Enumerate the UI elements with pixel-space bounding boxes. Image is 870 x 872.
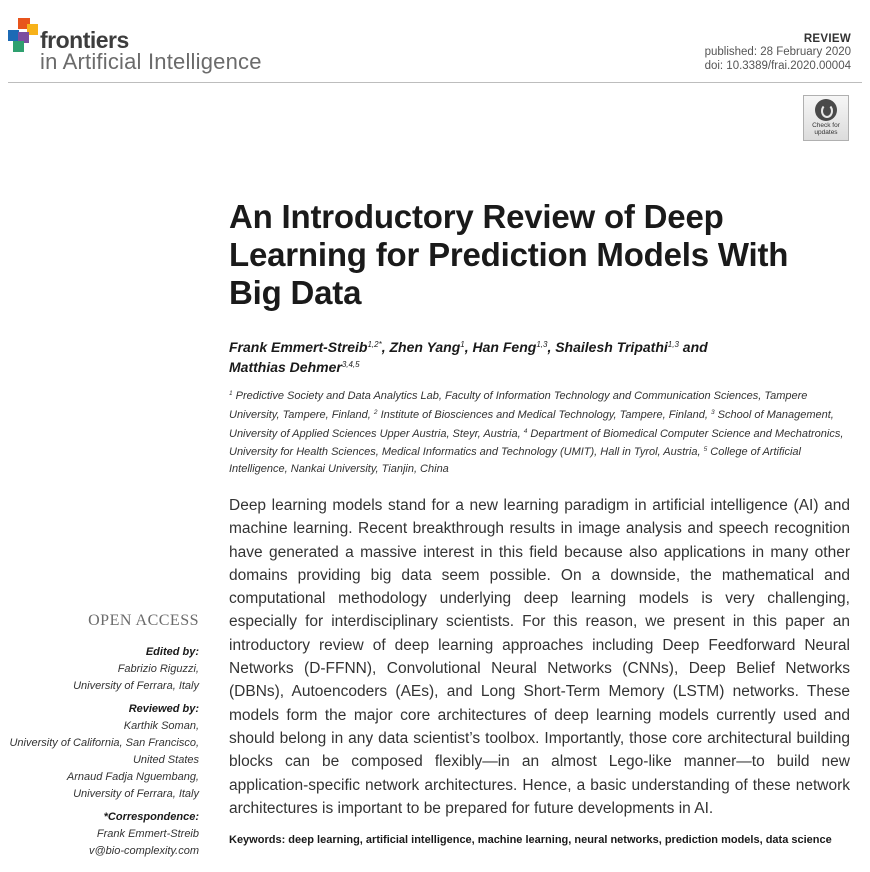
reviewer1-name: Karthik Soman, <box>123 720 199 732</box>
article-type: REVIEW <box>803 33 851 45</box>
affiliation-number: 3 <box>710 408 715 416</box>
logo-square-green <box>13 41 24 52</box>
correspondence-label: *Correspondence: <box>103 811 199 823</box>
affiliation-text: Department of Biomedical Computer Science and Mechatronics, University for Health Sciences, Medical Informatics and Technology (UMIT), Hall in Tyrol, Austria, <box>229 427 844 459</box>
author-affiliation-sup: 3,4,5 <box>341 360 360 369</box>
affiliation-number: 1 <box>229 390 233 397</box>
reviewed-by-label: Reviewed by: <box>128 703 199 715</box>
affiliation-text: Predictive Society and Data Analytics Lab, Faculty of Information Technology and Communication Sciences, Tampere University, Tampere, Finland, <box>229 390 808 421</box>
affiliation-number: 5 <box>703 446 708 454</box>
reviewer2-affiliation: University of Ferrara, Italy <box>73 788 199 800</box>
affiliation-text: School of Management, University of Applied Sciences Upper Austria, Steyr, Austria, <box>229 408 834 440</box>
check-for-updates-button[interactable] <box>803 95 849 141</box>
brand-name: frontiers <box>40 27 129 53</box>
affiliations <box>229 386 850 478</box>
author-separator: , <box>381 339 390 355</box>
sidebar <box>0 612 199 860</box>
author-separator: and <box>678 339 708 355</box>
author-list <box>229 336 849 376</box>
author-separator: , <box>464 339 473 355</box>
open-access-label: OPEN ACCESS <box>88 612 199 629</box>
author-name[interactable]: Shailesh Tripathi <box>555 339 668 355</box>
editor-name: Fabrizio Riguzzi, <box>117 663 199 675</box>
affiliation-text: College of Artificial Intelligence, Nankai University, Tianjin, China <box>229 446 801 476</box>
frontiers-logo-icon <box>8 18 40 52</box>
doi-link[interactable]: doi: 10.3389/frai.2020.00004 <box>704 60 851 72</box>
logo-square-blue <box>8 30 19 41</box>
correspondence-email-link[interactable]: v@bio-complexity.com <box>89 845 199 857</box>
check-updates-label <box>804 122 848 136</box>
article-title: An Introductory Review of Deep Learning for Prediction Models With Big Data <box>229 198 789 311</box>
check-label-line1: Check for <box>812 122 840 129</box>
correspondence-name: Frank Emmert-Streib <box>96 828 199 840</box>
author-name[interactable]: Zhen Yang <box>389 339 461 355</box>
author-name[interactable]: Frank Emmert-Streib <box>229 339 368 355</box>
reviewer1-affiliation-2: United States <box>132 754 199 766</box>
author-name[interactable]: Han Feng <box>472 339 537 355</box>
edited-by-label: Edited by: <box>145 646 199 658</box>
published-date: published: 28 February 2020 <box>704 46 851 58</box>
journal-name: in Artificial Intelligence <box>40 49 262 74</box>
author-name[interactable]: Matthias Dehmer <box>229 359 342 375</box>
affiliation-text: Institute of Biosciences and Medical Technology, Tampere, Finland, <box>377 408 711 421</box>
author-affiliation-sup: 1,2* <box>367 340 382 349</box>
author-affiliation-sup: 1,3 <box>667 340 679 349</box>
author-affiliation-sup: 1,3 <box>536 340 548 349</box>
check-updates-icon <box>815 99 837 121</box>
author-affiliation-sup: 1 <box>460 340 465 349</box>
affiliation-number: 4 <box>523 427 528 435</box>
author-separator: , <box>547 339 556 355</box>
keywords: Keywords: deep learning, artificial intelligence, machine learning, neural networks, prediction models, data science <box>229 834 832 846</box>
header-divider <box>8 82 862 83</box>
affiliation-number: 2 <box>373 408 378 416</box>
reviewer1-affiliation-1: University of California, San Francisco, <box>9 737 199 749</box>
check-label-line2: updates <box>814 129 838 136</box>
reviewer2-name: Arnaud Fadja Nguembang, <box>66 771 199 783</box>
editor-affiliation: University of Ferrara, Italy <box>73 680 199 692</box>
abstract: Deep learning models stand for a new learning paradigm in artificial intelligence (AI) and machine learning. Recent breakthrough results in image analysis and speech recognition have generated a massive interest in this field because also applications in many other domains providing big data seem possible. On a downside, the mathematical and computational methodology underlying deep learning models is very challenging, especially for interdisciplinary scientists. For this reason, we present in this paper an introductory review of deep learning approaches including Deep Feedforward Neural Networks (D-FFNN), Convolutional Neural Networks (CNNs), Deep Belief Networks (DBNs), Autoencoders (AEs), and Long Short-Term Memory (LSTM) networks. These models form the major core architectures of deep learning models currently used and should belong in any data scientist’s toolbox. Importantly, those core architectural building blocks can be composed flexibly—in an almost Lego-like manner—to build new application-specific network architectures. Hence, a basic understanding of these network architectures is important to be prepared for future developments in AI. <box>229 497 850 817</box>
